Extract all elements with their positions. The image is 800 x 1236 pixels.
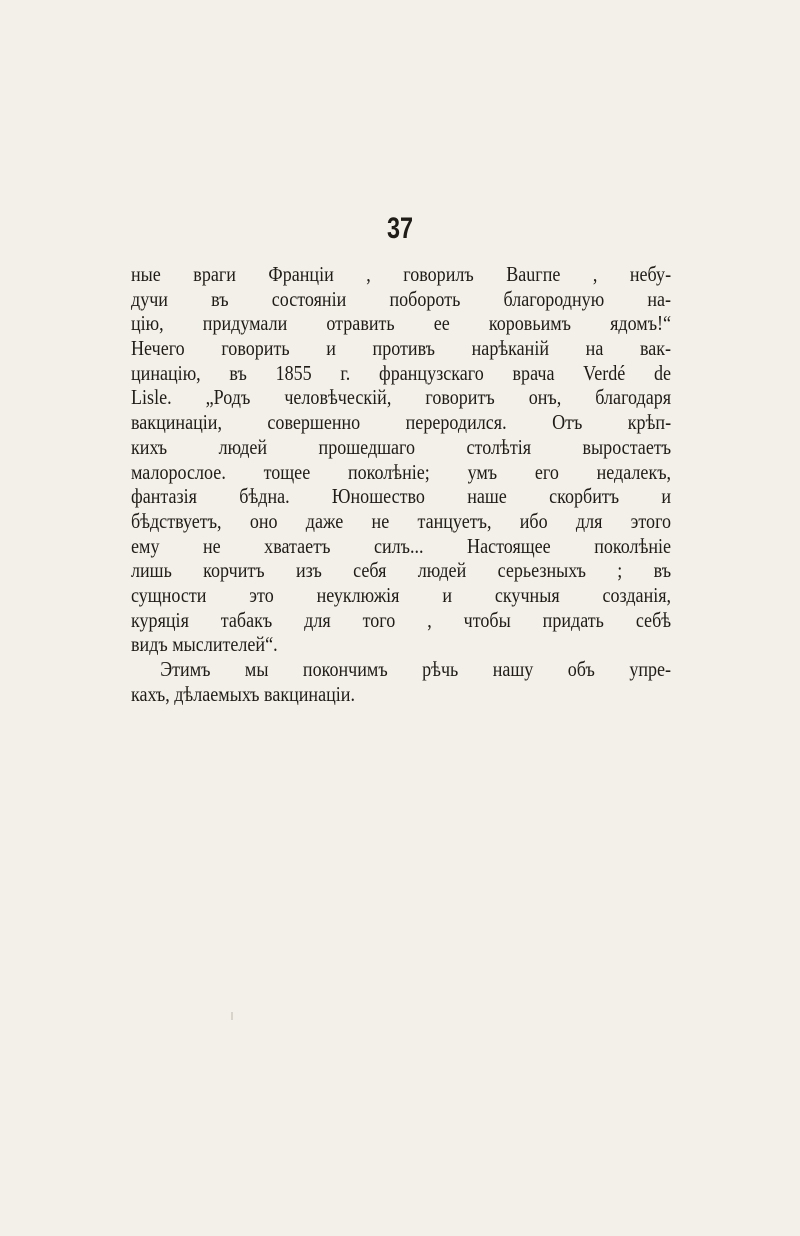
text-line: видъ мыслителей“. — [131, 632, 278, 657]
text-line: кахъ, дѣлаемыхъ вакцинаціи. — [131, 681, 355, 706]
text-line: бѣдствуетъ, оно даже не танцуетъ, ибо для этого — [131, 508, 672, 533]
body-text — [131, 262, 671, 706]
text-line: фантазія бѣдна. Юношество наше скорбитъ и — [131, 484, 672, 509]
text-line: Lisle. „Родъ человѣческій, говоритъ онъ, благодаря — [131, 385, 672, 410]
text-line: лишь корчитъ изъ себя людей серьезныхъ ; въ — [131, 558, 672, 583]
text-line: Нечего говорить и противъ нарѣканій на вак- — [131, 336, 672, 361]
text-line: цинацію, въ 1855 г. французскаго врача Verdé de — [131, 360, 672, 385]
paper-speck — [231, 1012, 233, 1020]
text-line: вакцинаціи, совершенно переродился. Отъ крѣп- — [131, 410, 672, 435]
text-line: ему не хватаетъ силъ... Настоящее поколѣніе — [131, 533, 672, 558]
text-line: куряція табакъ для того , чтобы придать себѣ — [131, 607, 672, 632]
text-line: сущности это неуклюжія и скучныя созданія, — [131, 582, 672, 607]
text-line: Этимъ мы покончимъ рѣчь нашу объ упре- — [160, 657, 672, 681]
page-number: 37 — [386, 212, 414, 245]
text-line: ные враги Франціи , говорилъ Bauгпе , небу- — [131, 262, 672, 286]
text-line: дучи въ состояніи побороть благородную на- — [131, 286, 672, 311]
text-line: кихъ людей прошедшаго столѣтія выростаетъ — [131, 434, 672, 459]
text-line: цію, придумали отравить ее коровьимъ ядомъ!“ — [131, 311, 672, 336]
text-line: малорослое. тощее поколѣніе; умъ его недалекъ, — [131, 459, 672, 484]
